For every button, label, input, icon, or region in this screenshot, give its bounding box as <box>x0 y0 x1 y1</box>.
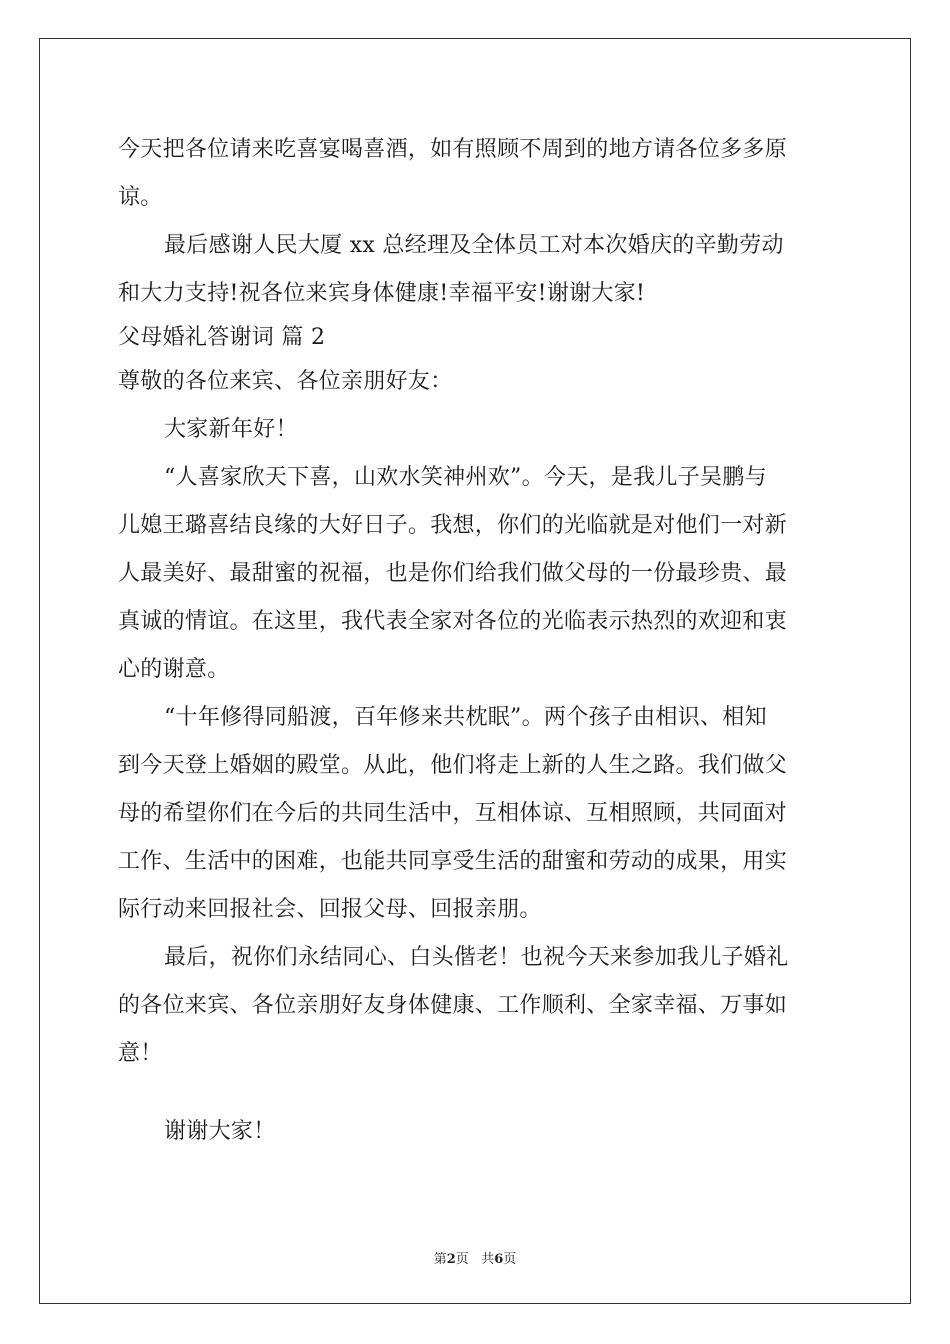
text-line: 和大力支持!祝各位来宾身体健康!幸福平安!谢谢大家! <box>118 281 646 306</box>
document-body <box>118 126 834 1156</box>
footer-prefix: 第 <box>433 1252 447 1267</box>
text-line: 谅。 <box>118 185 163 210</box>
text-line: 的各位来宾、各位亲朋好友身体健康、工作顺利、全家幸福、万事如 <box>118 993 788 1018</box>
text-line: 到今天登上婚姻的殿堂。从此，他们将走上新的人生之路。我们做父 <box>118 753 788 778</box>
text-line: 最后，祝你们永结同心、白头偕老！也祝今天来参加我儿子婚礼 <box>164 945 789 970</box>
footer-middle: 页 共 <box>455 1252 495 1267</box>
current-page-number: 2 <box>446 1252 456 1267</box>
text-line: 今天把各位请来吃喜宴喝喜酒，如有照顾不周到的地方请各位多多原 <box>118 137 788 162</box>
section-heading: 父母婚礼答谢词 篇 2 <box>118 325 326 350</box>
text-line: 母的希望你们在今后的共同生活中，互相体谅、互相照顾，共同面对 <box>118 801 788 826</box>
greeting: 大家新年好！ <box>164 417 298 442</box>
text-line: “十年修得同船渡，百年修来共枕眠”。两个孩子由相识、相知 <box>164 705 767 730</box>
total-page-number: 6 <box>494 1252 504 1267</box>
text-line: 真诚的情谊。在这里，我代表全家对各位的光临表示热烈的欢迎和衷 <box>118 609 788 634</box>
text-line: 心的谢意。 <box>118 657 230 682</box>
footer-suffix: 页 <box>503 1252 517 1267</box>
text-line: 际行动来回报社会、回报父母、回报亲朋。 <box>118 897 542 922</box>
text-line: “人喜家欣天下喜，山欢水笑神州欢”。今天，是我儿子吴鹏与 <box>164 465 767 490</box>
salutation: 尊敬的各位来宾、各位亲朋好友： <box>118 369 453 394</box>
page-footer <box>0 1248 950 1267</box>
paragraph-gap <box>118 1078 834 1108</box>
text-line: 意！ <box>118 1041 163 1066</box>
text-line: 最后感谢人民大厦 xx 总经理及全体员工对本次婚庆的辛勤劳动 <box>164 233 784 258</box>
closing-line: 谢谢大家！ <box>164 1119 276 1144</box>
text-line: 儿媳王璐喜结良缘的大好日子。我想，你们的光临就是对他们一对新 <box>118 513 788 538</box>
text-line: 工作、生活中的困难，也能共同享受生活的甜蜜和劳动的成果，用实 <box>118 849 788 874</box>
text-line: 人最美好、最甜蜜的祝福，也是你们给我们做父母的一份最珍贵、最 <box>118 561 788 586</box>
